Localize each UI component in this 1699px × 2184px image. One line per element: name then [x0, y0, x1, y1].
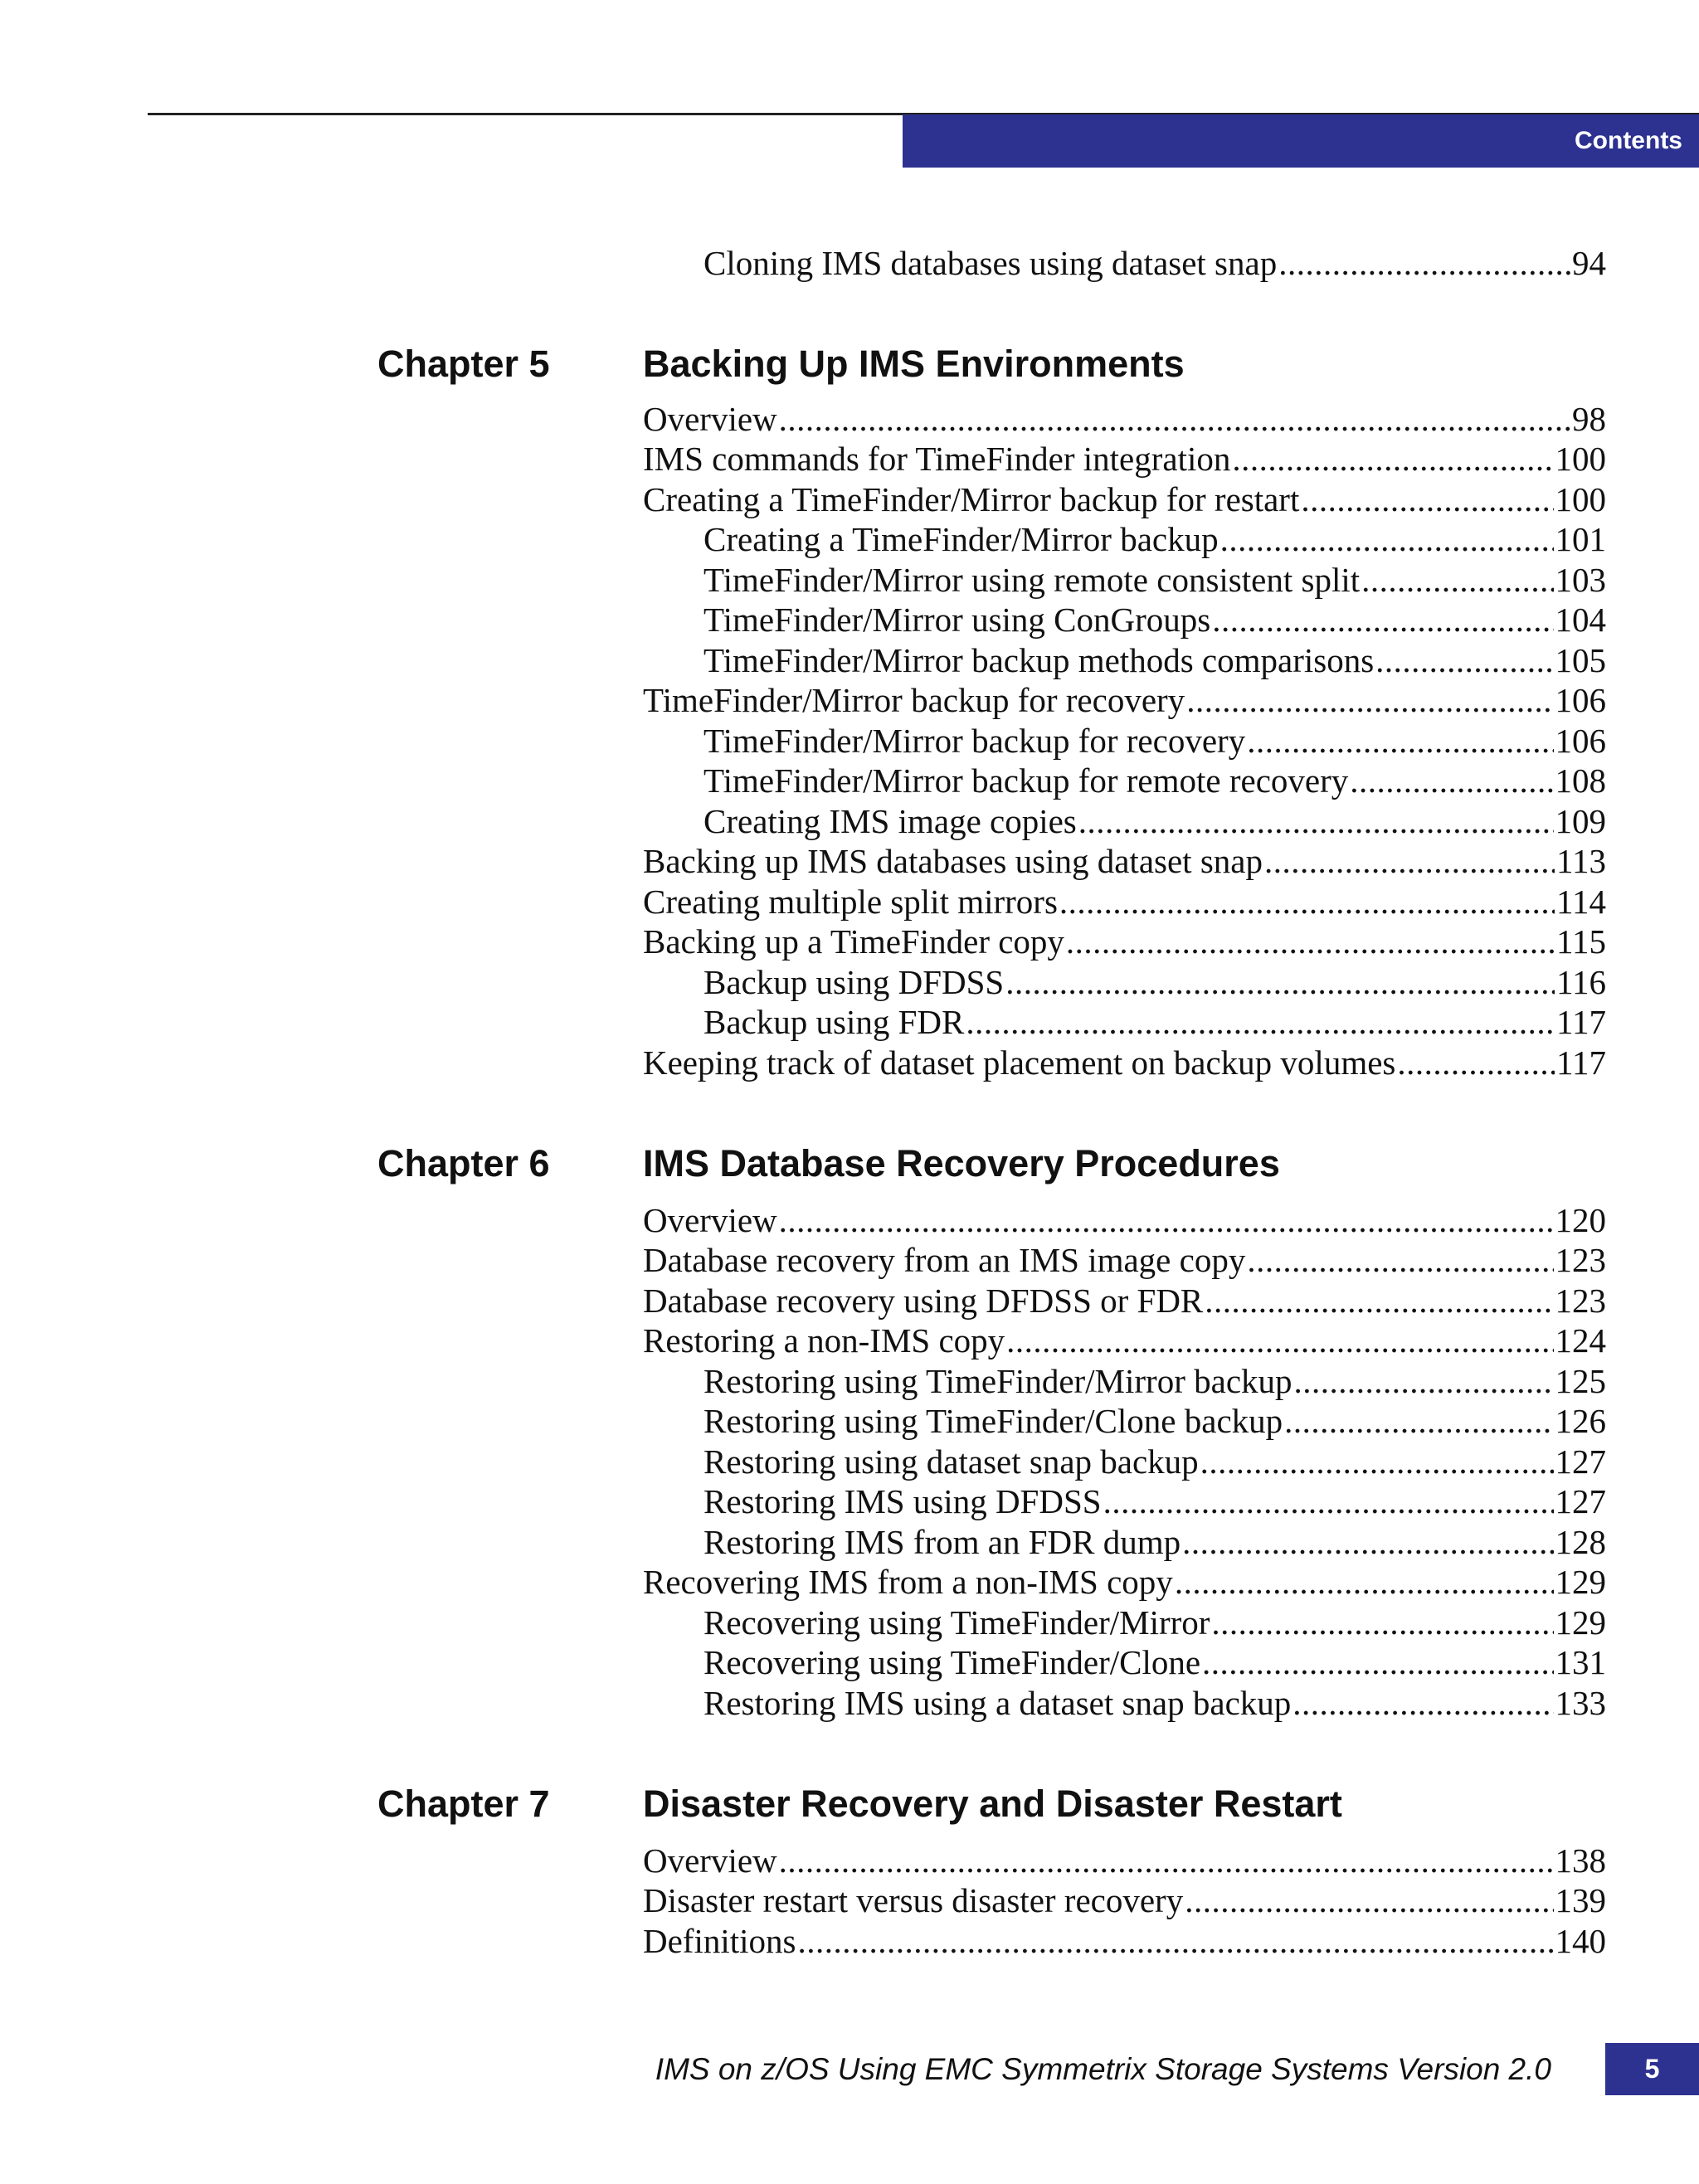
toc-entry[interactable]: Backup using FDR ..... 117 [703, 1001, 1606, 1043]
toc-entry[interactable]: Keeping track of dataset placement on backup volumes ..... 117 [643, 1042, 1606, 1083]
chapter-label: Chapter 7 [377, 1783, 550, 1825]
toc-entry[interactable]: Backing up IMS databases using dataset snap ..... 113 [643, 840, 1606, 882]
toc-entry[interactable]: Creating multiple split mirrors ..... 114 [643, 881, 1606, 922]
toc-entry[interactable]: Disaster restart versus disaster recovery ..... 139 [643, 1880, 1606, 1921]
header-bar [903, 114, 1699, 168]
toc-entry[interactable]: Backing up a TimeFinder copy ..... 115 [643, 921, 1606, 962]
toc-entry[interactable]: Backup using DFDSS ..... 116 [703, 961, 1606, 1003]
toc-entry[interactable]: Restoring IMS using a dataset snap backup ..... 133 [703, 1682, 1606, 1724]
footer-document-title: IMS on z/OS Using EMC Symmetrix Storage Systems Version 2.0 [655, 2052, 1551, 2086]
toc-entry[interactable]: IMS commands for TimeFinder integration ..... 100 [643, 438, 1606, 479]
page-number: 5 [1644, 2054, 1660, 2084]
chapter-title[interactable]: Backing Up IMS Environments [643, 343, 1185, 385]
toc-entry[interactable]: Overview ..... 138 [643, 1840, 1606, 1881]
header-label: Contents [1575, 127, 1682, 154]
toc-entry[interactable]: Overview ..... 98 [643, 398, 1606, 440]
toc-entry[interactable]: Creating IMS image copies ..... 109 [703, 800, 1606, 842]
toc-entry[interactable]: Overview ..... 120 [643, 1199, 1606, 1241]
toc-entry[interactable]: TimeFinder/Mirror using ConGroups ..... 104 [703, 599, 1606, 640]
toc-entry[interactable]: Restoring using TimeFinder/Clone backup ..... 126 [703, 1400, 1606, 1442]
toc-entry[interactable]: TimeFinder/Mirror backup methods comparisons ..... 105 [703, 640, 1606, 681]
toc-entry[interactable]: Restoring IMS using DFDSS ..... 127 [703, 1481, 1606, 1522]
page-number-badge [1605, 2043, 1699, 2095]
toc-entry[interactable]: Restoring IMS from an FDR dump ..... 128 [703, 1521, 1606, 1563]
toc-entry[interactable]: Database recovery using DFDSS or FDR ..... 123 [643, 1280, 1606, 1321]
toc-entry[interactable]: TimeFinder/Mirror using remote consistent split ..... 103 [703, 559, 1606, 601]
toc-entry[interactable]: Definitions ..... 140 [643, 1920, 1606, 1962]
chapter-title[interactable]: Disaster Recovery and Disaster Restart [643, 1783, 1342, 1825]
toc-entry[interactable]: Database recovery from an IMS image copy ..... 123 [643, 1239, 1606, 1281]
toc-entry[interactable]: Restoring using TimeFinder/Mirror backup ..... 125 [703, 1360, 1606, 1402]
chapter-label: Chapter 5 [377, 343, 550, 385]
toc-entry[interactable]: Recovering using TimeFinder/Mirror ..... 129 [703, 1602, 1606, 1643]
toc-entry[interactable]: Restoring a non-IMS copy ..... 124 [643, 1320, 1606, 1361]
toc-entry[interactable]: Recovering using TimeFinder/Clone ..... 131 [703, 1642, 1606, 1683]
toc-entry[interactable]: Creating a TimeFinder/Mirror backup for restart ..... 100 [643, 479, 1606, 520]
toc-entry[interactable]: TimeFinder/Mirror backup for recovery ..... 106 [643, 679, 1606, 721]
toc-entry[interactable]: TimeFinder/Mirror backup for recovery ..... 106 [703, 720, 1606, 761]
toc-entry[interactable]: Restoring using dataset snap backup ..... 127 [703, 1441, 1606, 1482]
toc-entry[interactable]: Creating a TimeFinder/Mirror backup ..... 101 [703, 518, 1606, 560]
chapter-label: Chapter 6 [377, 1142, 550, 1184]
toc-entry[interactable]: TimeFinder/Mirror backup for remote recovery ..... 108 [703, 760, 1606, 801]
chapter-title[interactable]: IMS Database Recovery Procedures [643, 1142, 1280, 1184]
toc-entry[interactable]: Cloning IMS databases using dataset snap ..... 94 [703, 242, 1606, 284]
toc-entry[interactable]: Recovering IMS from a non-IMS copy ..... 129 [643, 1561, 1606, 1603]
